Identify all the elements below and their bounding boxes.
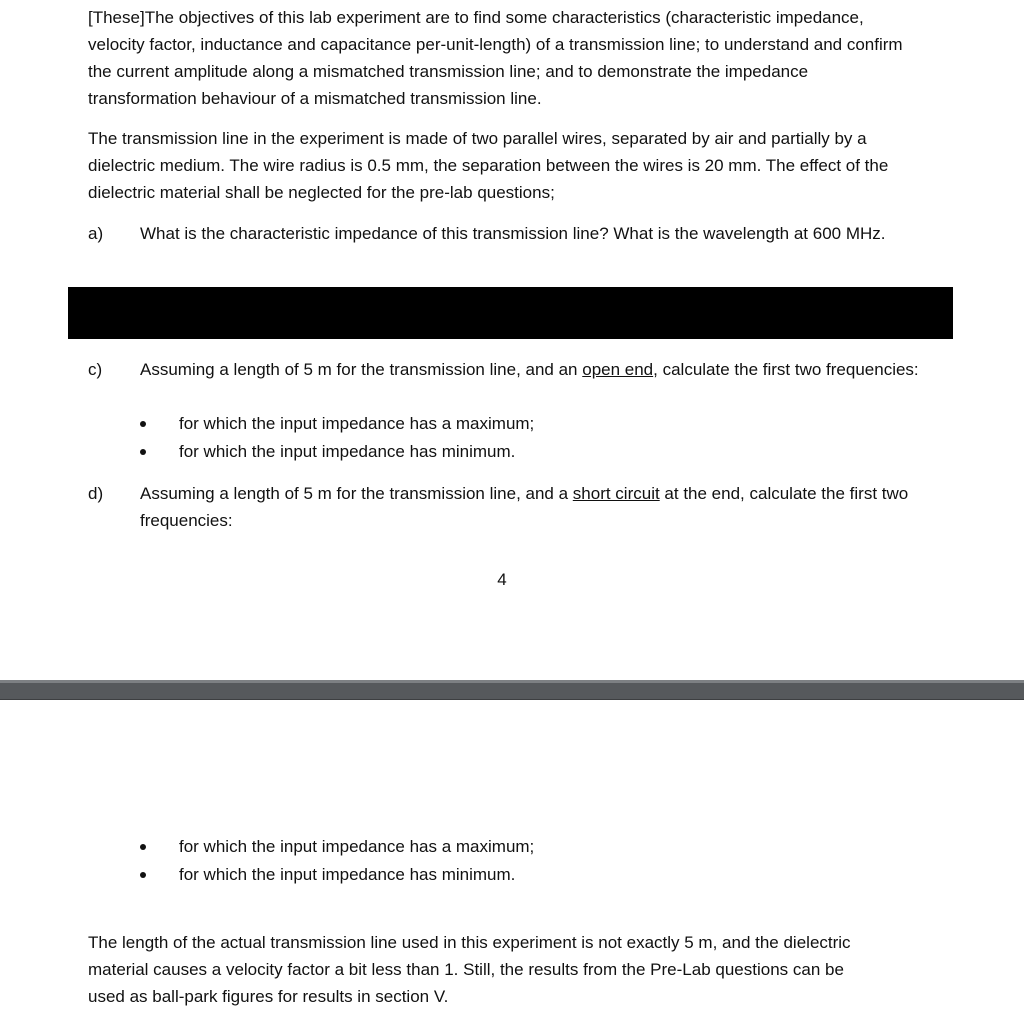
bullet-icon — [140, 861, 154, 888]
question-d-label: d) — [88, 484, 104, 503]
open-end-underlined: open end — [582, 360, 654, 379]
intro-paragraph-line-description: The transmission line in the experiment is made of two parallel wires, separated by air and partially by a dielectric medium. The wire radius is 0.5 mm, the separation between the wires is 20 mm. The effect of the dielectric material shall be neglected for the pre-lab questions; — [88, 129, 889, 202]
question-c-label: c) — [88, 360, 103, 379]
bullet-icon — [140, 438, 154, 465]
closing-paragraph: The length of the actual transmission line used in this experiment is not exactly 5 m, and the dielectric material causes a velocity factor a bit less than 1. Still, the results from the Pre-Lab questions can be used as ball-park figures for results in section V. — [88, 933, 851, 1006]
short-circuit-underlined: short circuit — [572, 484, 660, 503]
bullet-icon — [140, 410, 154, 437]
question-a-label: a) — [88, 224, 104, 243]
question-a-text: What is the characteristic impedance of this transmission line? What is the wavelength at 600 MHz. — [140, 224, 886, 243]
question-d-bullet-max: for which the input impedance has a maximum; — [179, 837, 535, 856]
question-d-bullet-min: for which the input impedance has minimum. — [179, 865, 516, 884]
bullet-icon — [140, 833, 154, 860]
intro-paragraph-objectives: [These]The objectives of this lab experiment are to find some characteristics (characteristic impedance, velocity factor, inductance and capacitance per-unit-length) of a transmission line; to understand and confirm the current amplitude along a mismatched transmission line; and to demonstrate the impedance transformation behaviour of a mismatched transmission line. — [88, 8, 903, 108]
question-c-bullet-max: for which the input impedance has a maximum; — [179, 414, 535, 433]
page-break-divider — [0, 680, 1024, 700]
question-d-text: Assuming a length of 5 m for the transmission line, and a short circuit at the end, calculate the first two frequencies: — [140, 484, 909, 530]
redacted-block — [68, 287, 953, 339]
page-number: 4 — [497, 570, 507, 589]
question-c-text: Assuming a length of 5 m for the transmission line, and an open end, calculate the first two frequencies: — [140, 360, 919, 379]
question-c-bullet-min: for which the input impedance has minimum. — [179, 442, 516, 461]
